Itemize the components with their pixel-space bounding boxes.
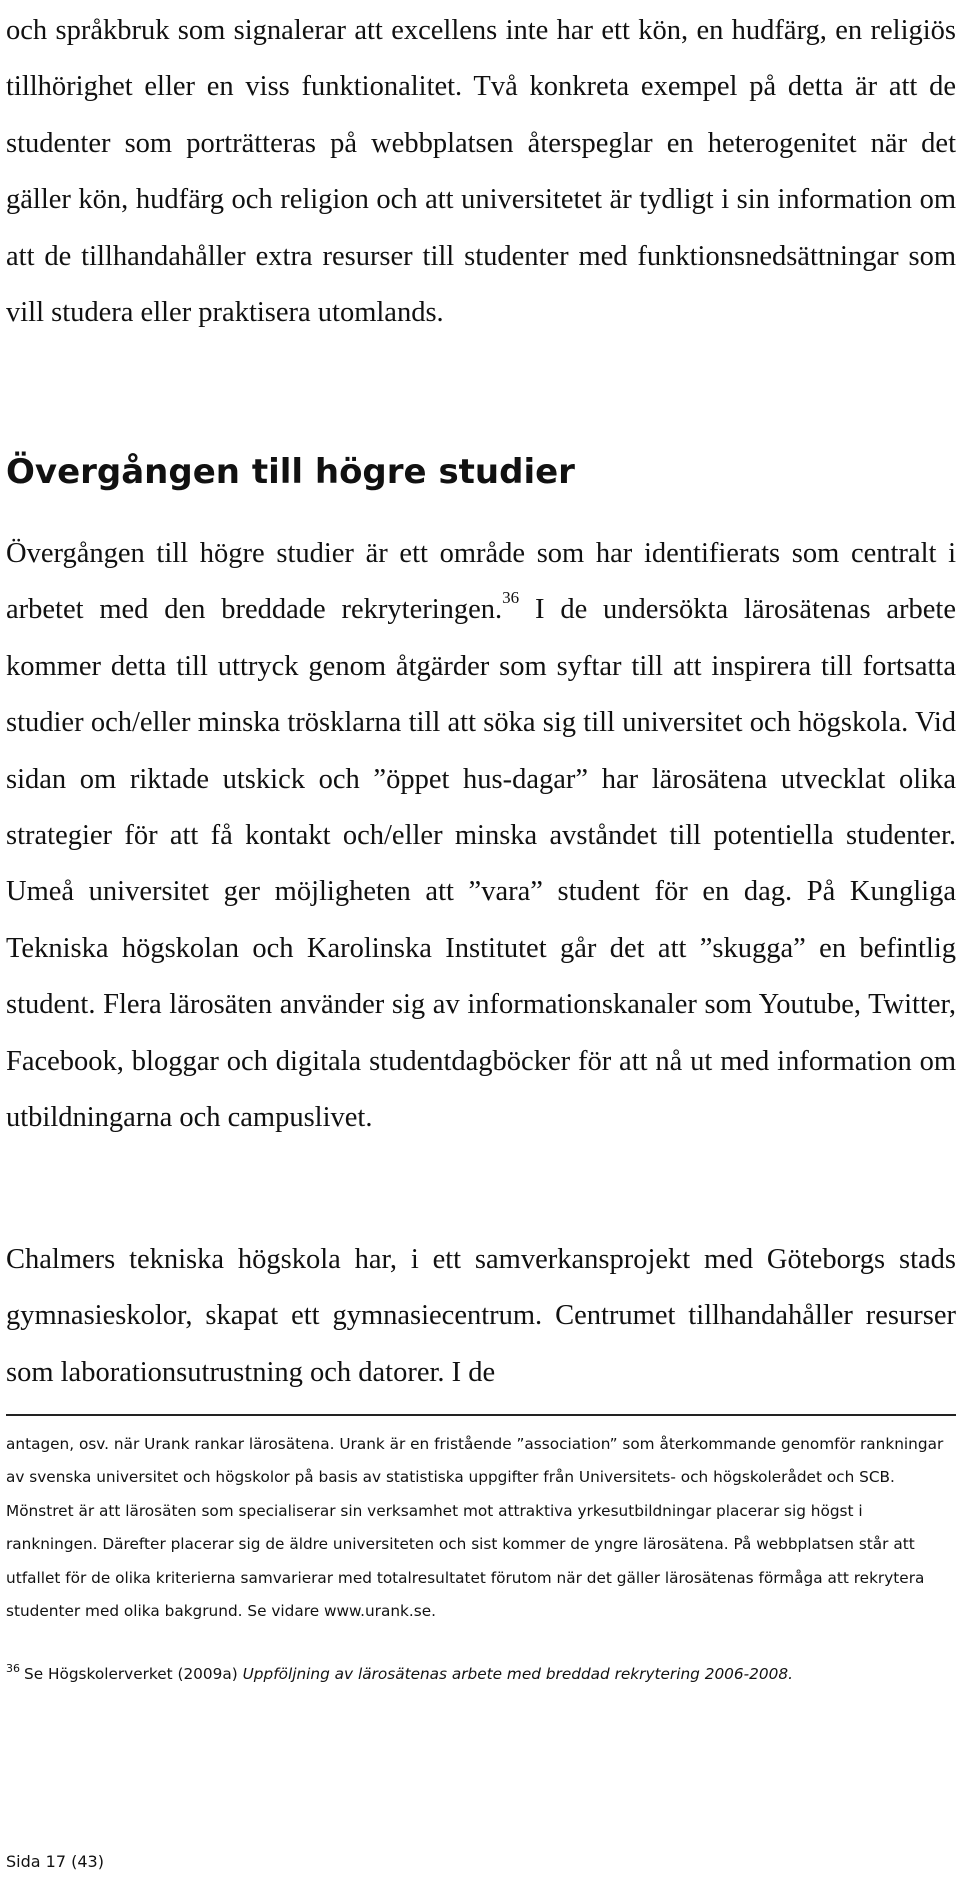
footnote-divider (6, 1414, 956, 1416)
footnotes (6, 1428, 951, 1692)
footnote-number: 36 (6, 1662, 20, 1676)
paragraph-text-before-note: Övergången till högre studier är ett område som har identifierats som centralt i arbetet med den breddade rekryteringen. (6, 538, 956, 626)
footnote-reference-36[interactable]: 36 (502, 588, 520, 608)
footnote-text: Se Högskolerverket (2009a) (24, 1665, 243, 1684)
footnote-36 (6, 1658, 951, 1691)
paragraph-transition (6, 526, 956, 1146)
paragraph-chalmers: Chalmers tekniska högskola har, i ett samverkansprojekt med Göteborgs stads gymnasieskolor, skapat ett gymnasiecentrum. Centrumet tillhandahåller resurser som laborationsutrustning och datorer. I de (6, 1244, 956, 1388)
footnote-continuation: antagen, osv. när Urank rankar lärosätena. Urank är en fristående ”association” som återkommande genomför rankningar av svenska universitet och högskolor på basis av statistiska uppgifter från Universitets- och högskolerådet och SCB. Mönstret är att lärosäten som specialiserar sin verksamhet mot attraktiva yrkesutbildningar placerar sig högst i rankningen. Därefter placerar sig de äldre universiteten och sist kommer de yngre lärosätena. På webbplatsen står att utfallet för de olika kriterierna samvarierar med totalresultatet förutom när det gäller lärosätenas förmåga att rekrytera studenter med olika bakgrund. Se vidare www.urank.se. (6, 1435, 944, 1621)
page-number: Sida 17 (43) (6, 1852, 104, 1871)
footnote-cited-title: Uppföljning av lärosätenas arbete med breddad rekrytering 2006-2008. (242, 1665, 793, 1684)
paragraph-text-after-note: I de undersökta lärosätenas arbete kommer detta till uttryck genom åtgärder som syftar till att inspirera till fortsatta studier och/eller minska trösklarna till att söka sig till universitet och högskola. Vid sidan om riktade utskick och ”öppet hus-dagar” har lärosätena utvecklat olika strategier för att få kontakt och/eller minska avståndet till potentiella studenter. Umeå universitet ger möjligheten att ”vara” student för en dag. På Kungliga Tekniska högskolan och Karolinska Institutet går det att ”skugga” en befintlig student. Flera lärosäten använder sig av informationskanaler som Youtube, Twitter, Facebook, bloggar och digitala studentdagböcker för att nå ut med information om utbildningarna och campuslivet. (6, 594, 956, 1134)
section-heading: Övergången till högre studier (6, 452, 575, 492)
paragraph-continuation: och språkbruk som signalerar att excellens inte har ett kön, en hudfärg, en religiös tillhörighet eller en viss funktionalitet. Två konkreta exempel på detta är att de studenter som porträtteras på webbplatsen återspeglar en heterogenitet när det gäller kön, hudfärg och religion och att universitetet är tydligt i sin information om att de tillhandahåller extra resurser till studenter med funktionsnedsättningar som vill studera eller praktisera utomlands. (6, 15, 956, 329)
